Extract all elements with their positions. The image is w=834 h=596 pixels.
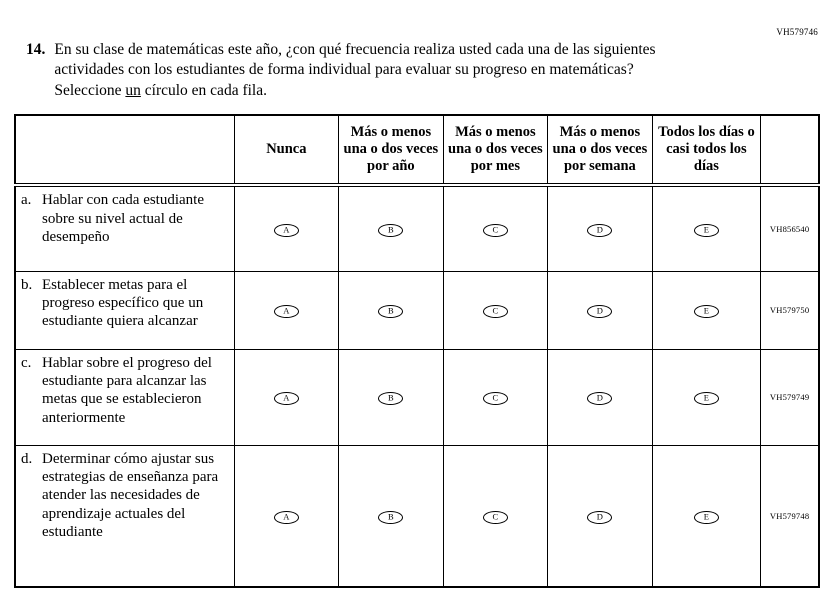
frequency-response-table	[14, 114, 820, 588]
row-b-option-cell-d	[548, 271, 653, 349]
row-b-option-cell-c	[443, 271, 548, 349]
row-b-code: VH579750	[761, 271, 819, 349]
row-d-label	[15, 445, 234, 587]
row-d-bubble-d[interactable]: D	[587, 511, 612, 524]
row-a-bubble-e[interactable]: E	[694, 224, 719, 237]
table-row-a	[15, 185, 819, 271]
row-c-option-cell-e	[652, 349, 761, 445]
row-a-letter: a.	[21, 192, 32, 209]
row-c-option-cell-c	[443, 349, 548, 445]
row-a-option-cell-c	[443, 185, 548, 271]
header-row	[15, 115, 819, 185]
row-b-option-cell-a	[234, 271, 339, 349]
row-c-bubble-e[interactable]: E	[694, 392, 719, 405]
row-d-option-cell-e	[652, 445, 761, 587]
table-row-c	[15, 349, 819, 445]
row-d-bubble-c[interactable]: C	[483, 511, 508, 524]
row-a-text: Hablar con cada estudiante sobre su nivel actual de desempeño	[42, 192, 205, 245]
question-number: 14.	[26, 41, 46, 58]
row-b-bubble-b[interactable]: B	[378, 305, 403, 318]
row-d-code: VH579748	[761, 445, 819, 587]
row-a-option-cell-d	[548, 185, 653, 271]
row-a-option-cell-e	[652, 185, 761, 271]
header-por-semana: Más o menos una o dos veces por semana	[548, 115, 653, 185]
row-a-label	[15, 185, 234, 271]
row-b-label	[15, 271, 234, 349]
form-code: VH579746	[776, 27, 818, 37]
row-c-label	[15, 349, 234, 445]
row-b-bubble-c[interactable]: C	[483, 305, 508, 318]
row-b-bubble-a[interactable]: A	[274, 305, 299, 318]
header-todos-los-dias: Todos los días o casi todos los días	[652, 115, 761, 185]
row-d-option-cell-b	[339, 445, 444, 587]
row-a-bubble-a[interactable]: A	[274, 224, 299, 237]
row-b-letter: b.	[21, 276, 33, 293]
row-d-bubble-a[interactable]: A	[274, 511, 299, 524]
row-d-bubble-b[interactable]: B	[378, 511, 403, 524]
row-c-option-cell-b	[339, 349, 444, 445]
question-text-before: En su clase de matemáticas este año, ¿con qué frecuencia realiza usted cada una de las siguientes actividades con los estudiantes de forma individual para evaluar su progreso en matemáticas? Seleccione	[54, 41, 656, 99]
row-a-bubble-b[interactable]: B	[378, 224, 403, 237]
question-text-underlined: un	[125, 81, 141, 99]
row-c-bubble-d[interactable]: D	[587, 392, 612, 405]
header-empty-activity	[15, 115, 234, 185]
row-d-bubble-e[interactable]: E	[694, 511, 719, 524]
header-por-mes: Más o menos una o dos veces por mes	[443, 115, 548, 185]
row-d-option-cell-a	[234, 445, 339, 587]
row-d-option-cell-c	[443, 445, 548, 587]
table-row-d	[15, 445, 819, 587]
row-b-bubble-d[interactable]: D	[587, 305, 612, 318]
row-d-option-cell-d	[548, 445, 653, 587]
row-d-letter: d.	[21, 450, 33, 467]
row-c-bubble-c[interactable]: C	[483, 392, 508, 405]
row-b-option-cell-e	[652, 271, 761, 349]
row-b-bubble-e[interactable]: E	[694, 305, 719, 318]
row-c-bubble-b[interactable]: B	[378, 392, 403, 405]
table-row-b	[15, 271, 819, 349]
row-c-option-cell-d	[548, 349, 653, 445]
row-d-text: Determinar cómo ajustar sus estrategias de enseñanza para atender las necesidades de aprendizaje actuales del estudiante	[42, 450, 219, 541]
row-c-option-cell-a	[234, 349, 339, 445]
row-a-option-cell-b	[339, 185, 444, 271]
row-c-text: Hablar sobre el progreso del estudiante para alcanzar las metas que se establecieron anteriormente	[42, 354, 212, 426]
row-b-text: Establecer metas para el progreso específico que un estudiante quiera alcanzar	[42, 276, 204, 330]
header-empty-code	[761, 115, 819, 185]
row-a-bubble-d[interactable]: D	[587, 224, 612, 237]
row-b-option-cell-b	[339, 271, 444, 349]
row-a-option-cell-a	[234, 185, 339, 271]
header-por-ano: Más o menos una o dos veces por año	[339, 115, 444, 185]
row-c-letter: c.	[21, 354, 32, 371]
header-nunca: Nunca	[234, 115, 339, 185]
question-text-after: círculo en cada fila.	[140, 81, 267, 99]
row-a-code: VH856540	[761, 185, 819, 271]
question-block	[0, 0, 834, 101]
question-text	[54, 40, 699, 101]
row-c-code: VH579749	[761, 349, 819, 445]
row-c-bubble-a[interactable]: A	[274, 392, 299, 405]
row-a-bubble-c[interactable]: C	[483, 224, 508, 237]
